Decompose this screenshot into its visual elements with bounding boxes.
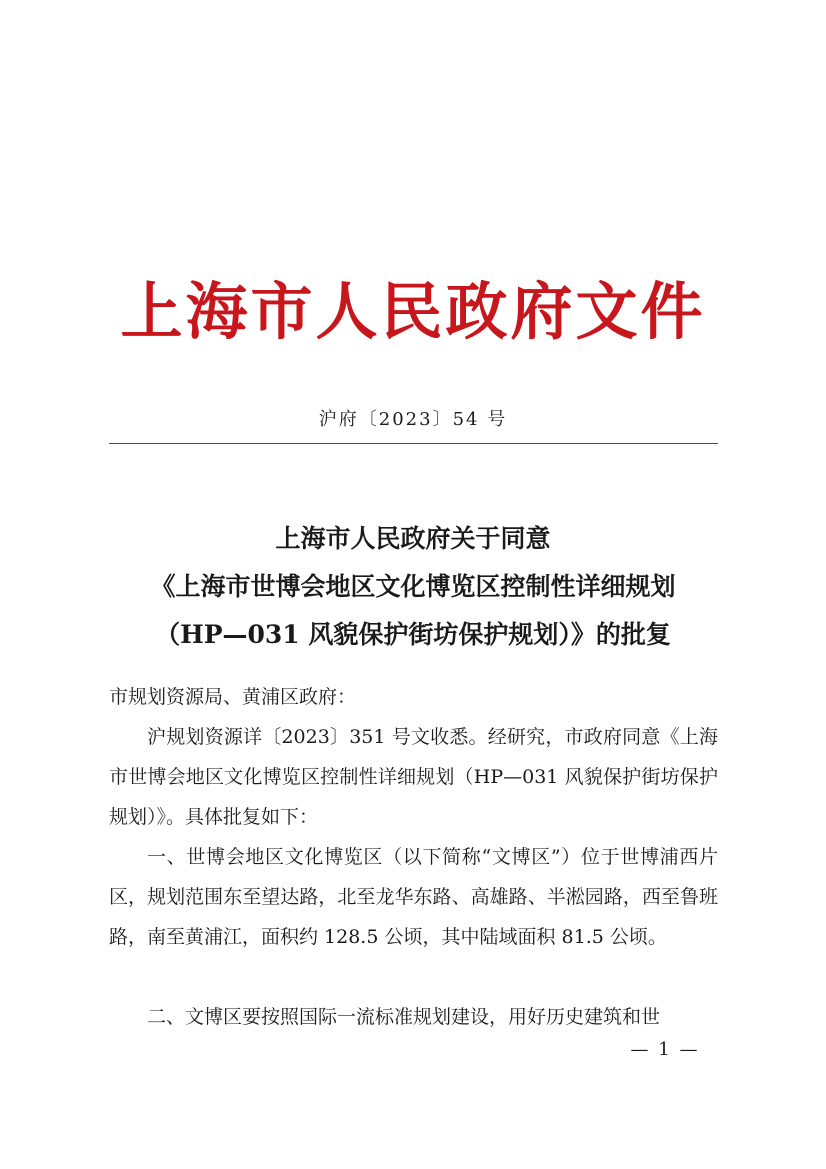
paragraph-3: 二、文博区要按照国际一流标准规划建设，用好历史建筑和世 — [147, 1006, 661, 1028]
title-line-2: 《上海市世博会地区文化博览区控制性详细规划 — [150, 572, 676, 601]
page-number: — 1 — — [630, 1039, 700, 1060]
document-number: 沪府〔2023〕54 号 — [318, 409, 508, 430]
salutation: 市规划资源局、黄浦区政府： — [109, 686, 357, 708]
title-line-1: 上海市人民政府关于同意 — [275, 524, 551, 553]
document-title — [60, 515, 766, 659]
paragraph-2: 一、世博会地区文化博览区（以下简称“文博区”）位于世博浦西片区，规划范围东至望达路，北至龙华东路、高雄路、半淞园路，西至鲁班路，南至黄浦江，面积约 128.5 公顷，其中陆域面积 81.5 公顷。 — [109, 846, 718, 948]
red-divider-line — [109, 443, 718, 444]
masthead-title: 上海市人民政府文件 — [120, 275, 706, 348]
title-line-3: （HP—031 风貌保护街坊保护规划）》的批复 — [155, 620, 671, 649]
paragraph-1: 沪规划资源详〔2023〕351 号文收悉。经研究，市政府同意《上海市世博会地区文化博览区控制性详细规划（HP—031 风貌保护街坊保护规划）》。具体批复如下： — [109, 726, 718, 828]
